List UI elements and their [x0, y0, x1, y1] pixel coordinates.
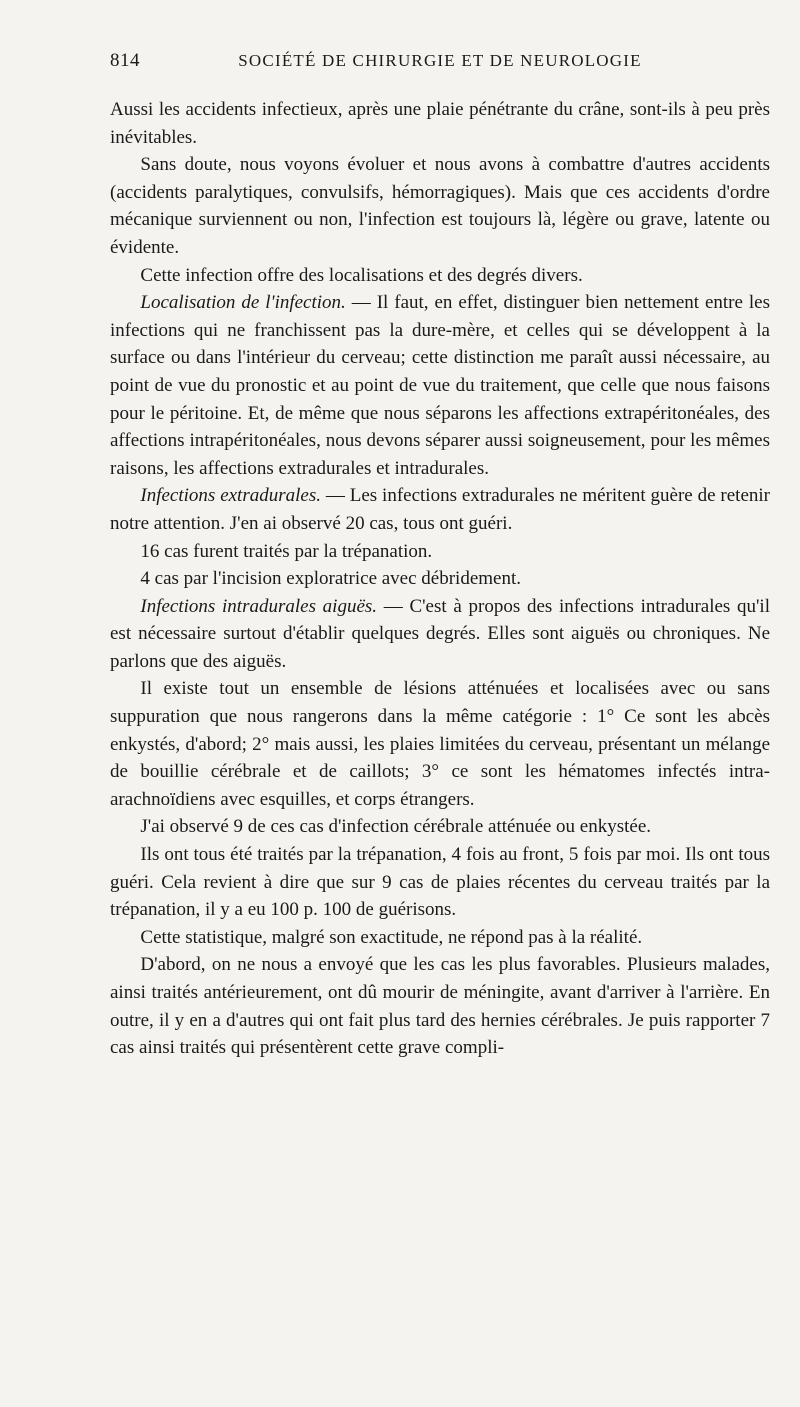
paragraph-text: — C'est à propos des infections intradurales qu'il est nécessaire surtout d'établir quelques degrés. Elles sont aiguës ou chroniques. Ne parlons que des aiguës. — [110, 595, 770, 672]
paragraph-text: Aussi les accidents infectieux, après une plaie pénétrante du crâne, sont-ils à peu près inévitables. — [110, 99, 770, 148]
paragraph-text: Sans doute, nous voyons évoluer et nous avons à combattre d'autres accidents (accidents paralytiques, convulsifs, hémorragiques). Mais que ces accidents d'ordre mécanique surviennent ou non, l'infection est toujours là, légère ou grave, latente ou évidente. — [110, 154, 770, 258]
page-number: 814 — [110, 50, 140, 71]
paragraph — [110, 813, 770, 841]
paragraph-text: 16 cas furent traités par la trépanation. — [140, 540, 433, 562]
paragraph — [110, 482, 770, 537]
document-page — [110, 50, 770, 1062]
paragraph — [110, 151, 770, 261]
paragraph — [110, 289, 770, 482]
section-heading: Infections intradurales aiguës. — [140, 595, 378, 617]
paragraph — [110, 675, 770, 813]
running-title: SOCIÉTÉ DE CHIRURGIE ET DE NEUROLOGIE — [238, 51, 642, 70]
paragraph — [110, 951, 770, 1061]
paragraph — [110, 841, 770, 924]
paragraph — [110, 565, 770, 593]
paragraph — [110, 538, 770, 566]
paragraph — [110, 593, 770, 676]
paragraph-text: Cette infection offre des localisations et des degrés divers. — [140, 264, 583, 286]
paragraph-text: 4 cas par l'incision exploratrice avec débridement. — [140, 568, 522, 590]
document-body — [110, 96, 770, 1062]
paragraph-text: J'ai observé 9 de ces cas d'infection cérébrale atténuée ou enkystée. — [140, 816, 652, 838]
paragraph-text: Cette statistique, malgré son exactitude, ne répond pas à la réalité. — [140, 926, 643, 948]
paragraph — [110, 96, 770, 151]
page-header — [110, 50, 770, 80]
section-heading: Localisation de l'infection. — [140, 292, 346, 314]
section-heading: Infections extradurales. — [140, 485, 321, 507]
paragraph-text: D'abord, on ne nous a envoyé que les cas les plus favorables. Plusieurs malades, ainsi traités antérieurement, ont dû mourir de méningite, avant d'arriver à l'arrière. En outre, il y en a d'autres qui ont fait plus tard des hernies cérébrales. Je puis rapporter 7 cas ainsi traités qui présentèrent cette grave compli- — [110, 954, 770, 1059]
paragraph-text: — Il faut, en effet, distinguer bien nettement entre les infections qui ne franchissent pas la dure-mère, et celles qui se développent à la surface ou dans l'intérieur du cerveau; cette distinction me paraît aussi nécessaire, au point de vue du pronostic et au point de vue du traitement, que celle que nous faisons pour le péritoine. Et, de même que nous séparons les affections extrapéritonéales, des affections intrapéritonéales, nous devons séparer aussi soigneusement, pour les mêmes raisons, les affections extradurales et intradurales. — [110, 292, 770, 479]
paragraph-text: — Les infections extradurales ne méritent guère de retenir notre attention. J'en ai observé 20 cas, tous ont guéri. — [110, 485, 770, 534]
paragraph-text: Ils ont tous été traités par la trépanation, 4 fois au front, 5 fois par moi. Ils ont tous guéri. Cela revient à dire que sur 9 cas de plaies récentes du cerveau traités par la trépanation, il y a eu 100 p. 100 de guérisons. — [110, 844, 770, 921]
paragraph — [110, 262, 770, 290]
paragraph-text: Il existe tout un ensemble de lésions atténuées et localisées avec ou sans suppuration que nous rangerons dans la même catégorie : 1° Ce sont les abcès enkystés, d'abord; 2° mais aussi, les plaies limitées du cerveau, présentant un mélange de bouillie cérébrale et de caillots; 3° ce sont les hématomes infectés intra-arachnoïdiens avec esquilles, et corps étrangers. — [110, 678, 770, 810]
paragraph — [110, 924, 770, 952]
